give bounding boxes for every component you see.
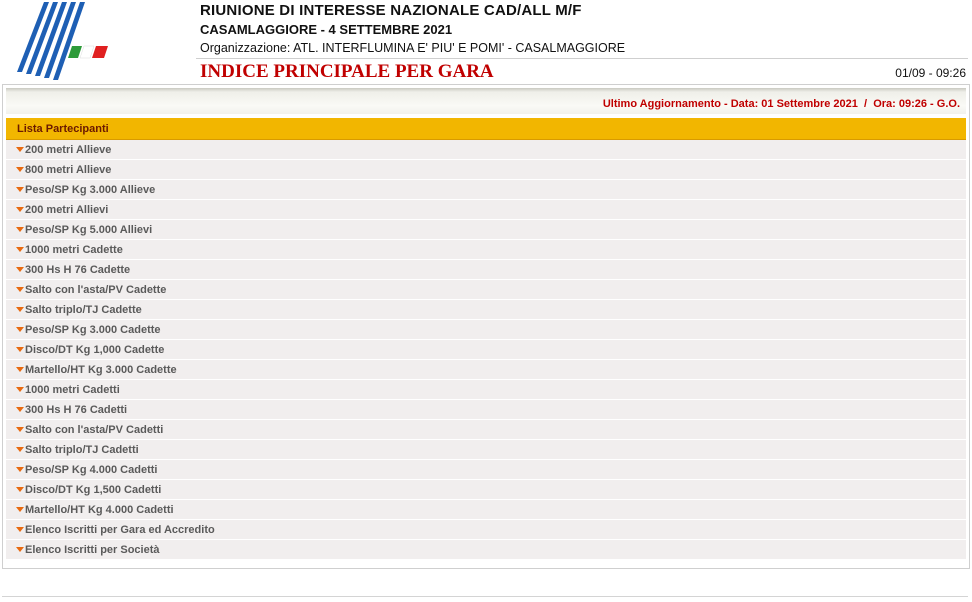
list-item[interactable]	[6, 380, 966, 400]
caret-down-icon	[16, 147, 24, 152]
header-divider	[196, 58, 968, 59]
caret-down-icon	[16, 447, 24, 452]
list-item-label: 1000 metri Cadetti	[25, 384, 120, 396]
list-item-label: Disco/DT Kg 1,500 Cadetti	[25, 484, 162, 496]
caret-down-icon	[16, 407, 24, 412]
caret-down-icon	[16, 347, 24, 352]
organizer: Organizzazione: ATL. INTERFLUMINA E' PIU' E POMI' - CASALMAGGIORE	[200, 41, 626, 55]
list-item[interactable]	[6, 460, 966, 480]
list-item-label: 200 metri Allievi	[25, 204, 109, 216]
list-item[interactable]	[6, 340, 966, 360]
list-item[interactable]	[6, 200, 966, 220]
list-item-label: 1000 metri Cadette	[25, 244, 123, 256]
list-item[interactable]	[6, 160, 966, 180]
list-item-label: Peso/SP Kg 4.000 Cadetti	[25, 464, 158, 476]
list-item[interactable]	[6, 520, 966, 540]
list-item-label: Peso/SP Kg 5.000 Allievi	[25, 224, 153, 236]
page-header	[0, 0, 972, 84]
caret-down-icon	[16, 367, 24, 372]
update-bar	[6, 88, 966, 114]
list-item[interactable]	[6, 440, 966, 460]
list-item-label: Salto con l'asta/PV Cadette	[25, 284, 167, 296]
list-item[interactable]	[6, 320, 966, 340]
main-panel	[2, 84, 970, 569]
caret-down-icon	[16, 507, 24, 512]
timestamp: 01/09 - 09:26	[895, 66, 966, 80]
list-header-label: Lista Partecipanti	[17, 123, 109, 135]
meeting-title: RIUNIONE DI INTERESSE NAZIONALE CAD/ALL M/F	[200, 2, 582, 19]
list-item-label: Elenco Iscritti per Società	[25, 544, 160, 556]
list-item[interactable]	[6, 300, 966, 320]
caret-down-icon	[16, 527, 24, 532]
list-item[interactable]	[6, 220, 966, 240]
list-item[interactable]	[6, 480, 966, 500]
caret-down-icon	[16, 487, 24, 492]
list-item[interactable]	[6, 240, 966, 260]
page-title: INDICE PRINCIPALE PER GARA	[200, 61, 494, 82]
caret-down-icon	[16, 267, 24, 272]
list-item[interactable]	[6, 260, 966, 280]
list-item[interactable]	[6, 500, 966, 520]
list-item-label: 800 metri Allieve	[25, 164, 112, 176]
caret-down-icon	[16, 547, 24, 552]
list-item-label: Salto triplo/TJ Cadette	[25, 304, 142, 316]
list-header	[6, 118, 966, 140]
list-item-label: 200 metri Allieve	[25, 144, 112, 156]
caret-down-icon	[16, 427, 24, 432]
list-item[interactable]	[6, 280, 966, 300]
list-item-label: Disco/DT Kg 1,000 Cadette	[25, 344, 165, 356]
fidal-logo-icon	[14, 2, 110, 80]
list-item[interactable]	[6, 140, 966, 160]
list-item[interactable]	[6, 360, 966, 380]
caret-down-icon	[16, 307, 24, 312]
list-item-label: Peso/SP Kg 3.000 Cadette	[25, 324, 161, 336]
event-list	[6, 140, 966, 560]
caret-down-icon	[16, 207, 24, 212]
list-item[interactable]	[6, 540, 966, 560]
caret-down-icon	[16, 387, 24, 392]
caret-down-icon	[16, 247, 24, 252]
list-item-label: Martello/HT Kg 3.000 Cadette	[25, 364, 177, 376]
list-item[interactable]	[6, 420, 966, 440]
list-item-label: Peso/SP Kg 3.000 Allieve	[25, 184, 156, 196]
caret-down-icon	[16, 287, 24, 292]
caret-down-icon	[16, 227, 24, 232]
meeting-date-location: CASAMLAGGIORE - 4 SETTEMBRE 2021	[200, 22, 453, 37]
list-item[interactable]	[6, 400, 966, 420]
list-item-label: Elenco Iscritti per Gara ed Accredito	[25, 524, 215, 536]
caret-down-icon	[16, 467, 24, 472]
list-item-label: Martello/HT Kg 4.000 Cadetti	[25, 504, 174, 516]
footer-divider	[2, 596, 968, 597]
list-item-label: 300 Hs H 76 Cadette	[25, 264, 131, 276]
caret-down-icon	[16, 187, 24, 192]
list-item[interactable]	[6, 180, 966, 200]
caret-down-icon	[16, 327, 24, 332]
last-update-text: Ultimo Aggiornamento - Data: 01 Settembre 2021 / Ora: 09:26 - G.O.	[602, 98, 960, 110]
list-item-label: Salto triplo/TJ Cadetti	[25, 444, 139, 456]
list-item-label: 300 Hs H 76 Cadetti	[25, 404, 128, 416]
caret-down-icon	[16, 167, 24, 172]
list-item-label: Salto con l'asta/PV Cadetti	[25, 424, 164, 436]
